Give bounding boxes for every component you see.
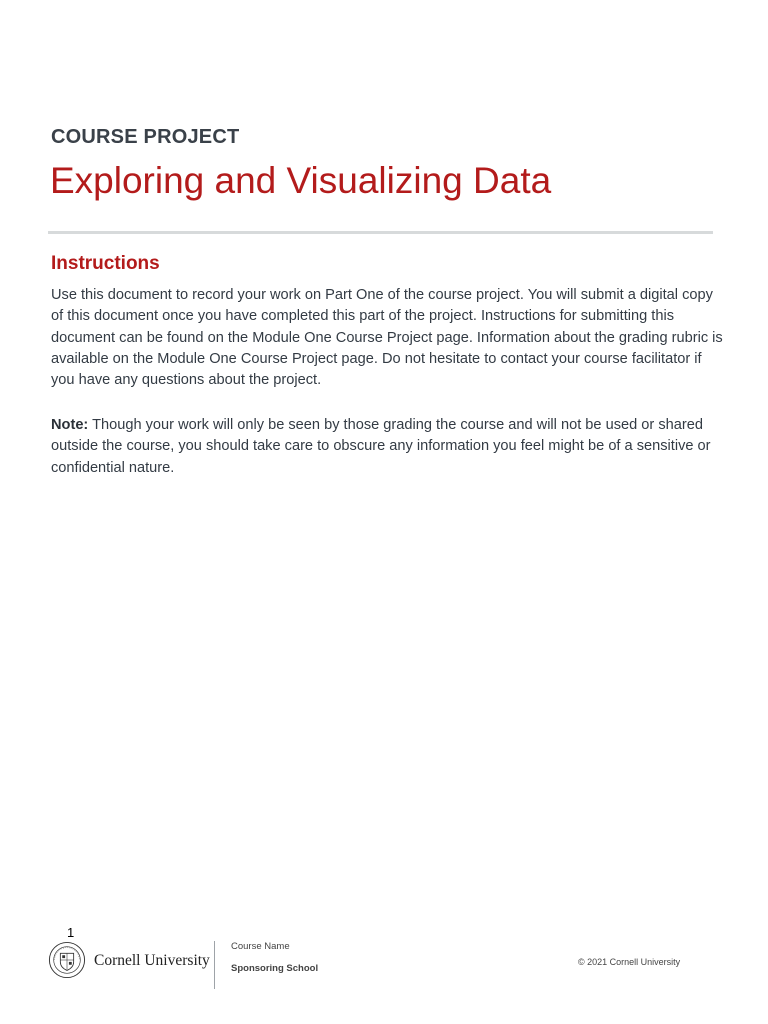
page-number: 1 (67, 925, 75, 940)
note-text: Though your work will only be seen by those grading the course and will not be used or shared outside the course, you should take care to obscure any information you feel might be of a sensitive or confidential nature. (51, 417, 711, 476)
instructions-paragraph: Use this document to record your work on Part One of the course project. You will submit a digital copy of this document once you have completed this part of the project. Instructions for submitting this document can be found on the Module One Course Project page. Information about the grading rubric is available on the Module One Course Project page. Do not hesitate to contact your course facilitator if you have any questions about the project. (51, 287, 723, 389)
cornell-university-wordmark: Cornell University (94, 952, 210, 969)
note-label: Note: (51, 417, 89, 433)
note-paragraph (51, 415, 729, 479)
sponsoring-school: Sponsoring School (231, 963, 319, 974)
title-divider (48, 231, 713, 234)
course-name: Course Name (231, 941, 290, 952)
copyright-text: © 2021 Cornell University (578, 957, 681, 967)
course-project-label: COURSE PROJECT (51, 126, 240, 148)
instructions-heading: Instructions (51, 253, 160, 274)
footer-divider (214, 941, 215, 989)
page-title: Exploring and Visualizing Data (50, 160, 552, 201)
cornell-seal-icon (48, 941, 86, 979)
